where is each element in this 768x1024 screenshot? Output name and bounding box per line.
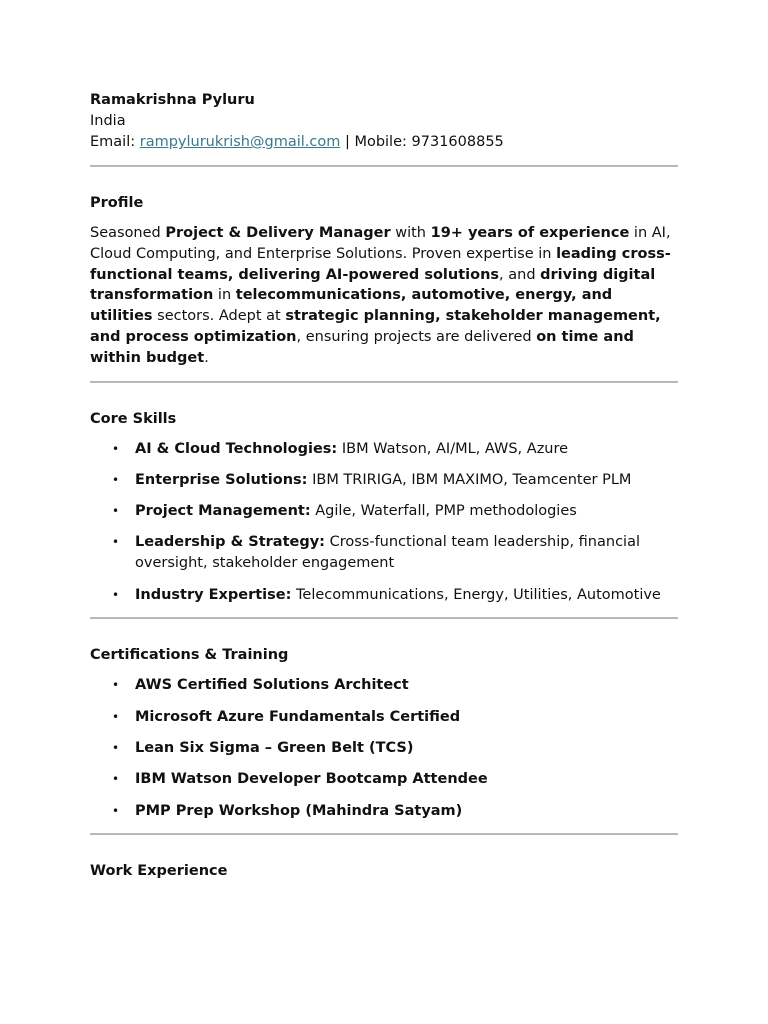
certifications-heading: Certifications & Training xyxy=(90,647,289,664)
core-skills-list xyxy=(90,439,678,606)
list-item xyxy=(90,585,678,606)
profile-summary xyxy=(90,223,678,369)
list-item xyxy=(90,532,678,574)
list-item xyxy=(90,501,678,522)
skill-value: IBM TRIRIGA, IBM MAXIMO, Teamcenter PLM xyxy=(307,471,632,488)
profile-text-segment: in AI, Cloud Computing, and Enterprise Solutions. Proven expertise in xyxy=(90,225,671,262)
list-item xyxy=(90,707,678,728)
profile-text-segment: in xyxy=(213,287,236,304)
mobile-label: | Mobile: xyxy=(340,134,412,150)
skill-label: Enterprise Solutions: xyxy=(135,471,308,488)
profile-highlight: on time and within budget xyxy=(90,328,634,366)
profile-highlight: telecommunications, automotive, energy, and utilities xyxy=(90,287,613,325)
profile-heading: Profile xyxy=(90,195,144,211)
bullet-icon: • xyxy=(112,709,120,724)
email-label: Email: xyxy=(90,134,140,150)
list-item xyxy=(90,769,678,790)
list-item xyxy=(90,738,678,759)
profile-text-segment: , ensuring projects are delivered xyxy=(296,328,537,345)
section-divider xyxy=(90,165,678,167)
certification-name: AWS Certified Solutions Architect xyxy=(135,677,409,694)
bullet-icon: • xyxy=(112,535,120,550)
profile-text-segment: . xyxy=(204,349,209,366)
certification-name: IBM Watson Developer Bootcamp Attendee xyxy=(135,771,488,788)
skill-value: Cross-functional team leadership, financial oversight, stakeholder engagement xyxy=(135,534,640,572)
profile-highlight: driving digital transformation xyxy=(90,266,656,304)
list-item xyxy=(90,801,678,822)
certification-name: PMP Prep Workshop (Mahindra Satyam) xyxy=(135,802,463,819)
profile-highlight: 19+ years of experience xyxy=(430,225,630,241)
profile-highlight: strategic planning, stakeholder management, and process optimization xyxy=(90,308,661,345)
skill-label: Industry Expertise: xyxy=(135,586,292,603)
list-item xyxy=(90,439,678,460)
list-item xyxy=(90,470,678,491)
bullet-icon: • xyxy=(112,803,120,818)
bullet-icon: • xyxy=(112,740,120,755)
candidate-name: Ramakrishna Pyluru xyxy=(90,92,255,108)
list-item xyxy=(90,675,678,696)
bullet-icon: • xyxy=(112,678,120,693)
bullet-icon: • xyxy=(112,472,120,487)
skill-label: Project Management: xyxy=(135,503,311,520)
skill-value: IBM Watson, AI/ML, AWS, Azure xyxy=(337,440,569,457)
profile-text-segment: sectors. Adept at xyxy=(152,308,286,325)
mobile-number: 9731608855 xyxy=(411,134,504,150)
contact-line xyxy=(90,132,678,153)
certification-name: Microsoft Azure Fundamentals Certified xyxy=(135,708,461,725)
skill-label: AI & Cloud Technologies: xyxy=(135,440,338,457)
contact-header xyxy=(90,90,678,153)
section-divider xyxy=(90,833,678,835)
resume-content xyxy=(90,90,678,882)
profile-highlight: leading cross-functional teams, delivering AI-powered solutions xyxy=(90,245,671,283)
bullet-icon: • xyxy=(112,441,120,456)
certification-name: Lean Six Sigma – Green Belt (TCS) xyxy=(135,739,414,756)
certifications-list xyxy=(90,675,678,821)
profile-text-segment: Seasoned xyxy=(90,225,166,241)
work-experience-heading: Work Experience xyxy=(90,863,228,880)
profile-highlight: Project & Delivery Manager xyxy=(165,225,391,241)
skill-label: Leadership & Strategy: xyxy=(135,534,325,551)
profile-text-segment: , and xyxy=(499,266,541,283)
candidate-location: India xyxy=(90,113,126,129)
section-divider xyxy=(90,381,678,383)
profile-text-segment: with xyxy=(390,225,431,241)
bullet-icon: • xyxy=(112,504,120,519)
skill-value: Agile, Waterfall, PMP methodologies xyxy=(310,503,577,520)
core-skills-heading: Core Skills xyxy=(90,410,177,427)
bullet-icon: • xyxy=(112,587,120,602)
skill-value: Telecommunications, Energy, Utilities, Automotive xyxy=(291,586,661,603)
email-link[interactable]: rampylurukrish@gmail.com xyxy=(139,134,341,150)
section-divider xyxy=(90,617,678,619)
bullet-icon: • xyxy=(112,772,120,787)
